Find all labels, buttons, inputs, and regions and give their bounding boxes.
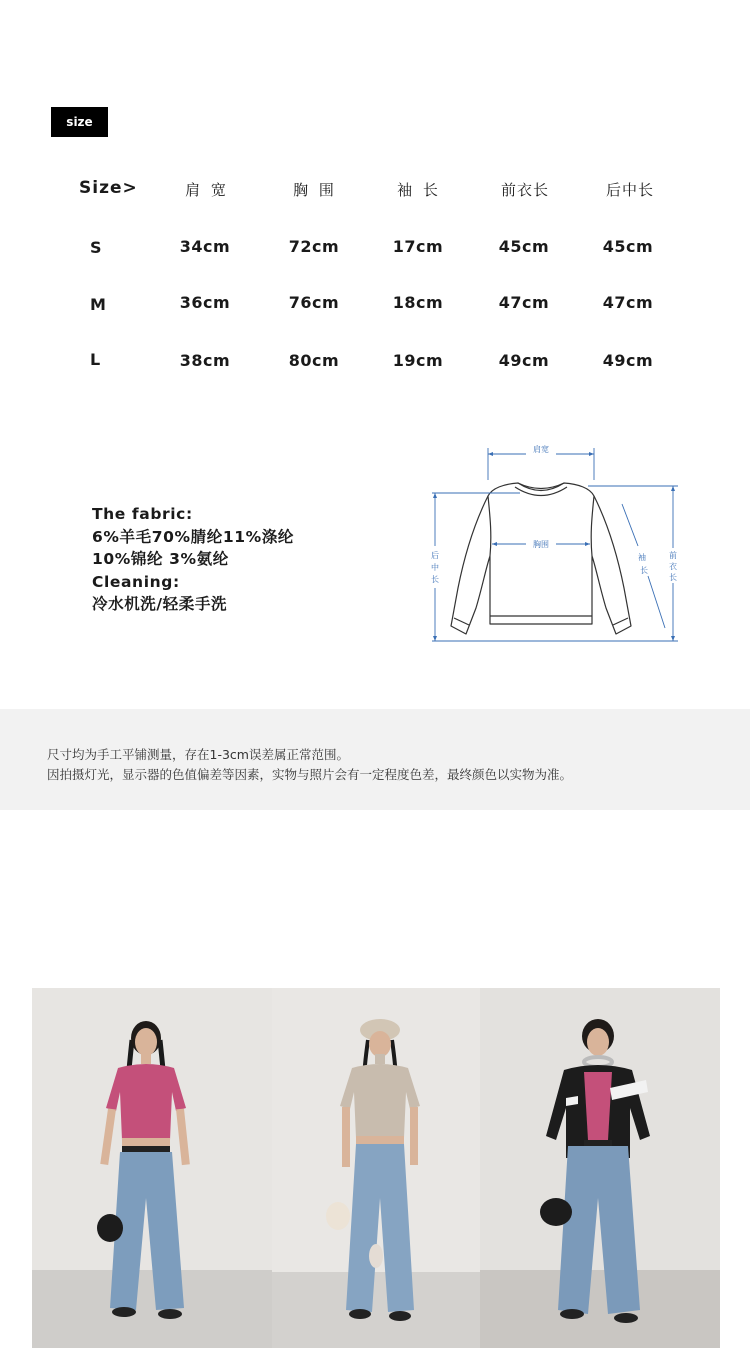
model-photo [272,988,480,1348]
table-cell: 17cm [392,237,444,256]
table-cell: 80cm [288,351,340,370]
model-photo [480,988,720,1348]
table-header-back-length: 后中长 [605,181,654,199]
table-cell: 19cm [392,351,444,370]
label-front-1: 前 [669,551,677,560]
cleaning-title: Cleaning: [92,572,180,591]
table-cell: 45cm [602,237,654,256]
fabric-title: The fabric: [92,505,193,523]
table-cell: 34cm [179,237,231,256]
label-back-3: 长 [431,575,439,584]
size-tag: size [51,107,108,137]
note-band [0,709,750,810]
size-table [0,0,750,400]
table-header-size: Size> [79,178,138,198]
table-header-front-length: 前衣长 [500,181,549,199]
table-cell: 45cm [498,237,550,256]
table-cell-size: L [90,350,101,369]
table-header-shoulder: 肩 宽 [185,181,229,199]
label-shoulder: 肩宽 [533,445,549,454]
cleaning-instructions: 冷水机洗/轻柔手洗 [92,595,228,613]
label-chest: 胸围 [533,540,549,549]
label-sleeve-1: 袖 [638,553,646,562]
table-cell: 38cm [179,351,231,370]
table-cell-size: S [90,238,103,257]
table-cell: 72cm [288,237,340,256]
fabric-composition-line1: 6%羊毛70%腈纶11%涤纶 [92,527,294,546]
model-photo [32,988,272,1348]
table-cell: 76cm [288,293,340,312]
label-back-1: 后 [431,551,439,560]
table-cell: 36cm [179,293,231,312]
table-cell: 49cm [602,351,654,370]
label-sleeve-2: 长 [640,566,648,575]
table-cell: 47cm [602,293,654,312]
label-front-2: 衣 [669,562,677,571]
note-line-1: 尺寸均为手工平铺测量，存在1-3cm误差属正常范围。 [47,747,349,762]
label-back-2: 中 [431,563,439,572]
fabric-composition-line2: 10%锦纶 3%氨纶 [92,550,229,568]
fabric-info [92,503,294,616]
label-front-3: 长 [669,573,677,582]
table-cell: 47cm [498,293,550,312]
measurement-diagram [420,438,690,650]
table-cell-size: M [90,295,107,314]
table-cell: 18cm [392,293,444,312]
table-header-chest: 胸 围 [293,181,337,199]
sweater-outline [451,483,631,634]
table-header-sleeve: 袖 长 [397,181,441,199]
model-photos [32,988,720,1348]
table-cell: 49cm [498,351,550,370]
note-line-2: 因拍摄灯光，显示器的色值偏差等因素，实物与照片会有一定程度色差，最终颜色以实物为准。 [47,767,573,782]
